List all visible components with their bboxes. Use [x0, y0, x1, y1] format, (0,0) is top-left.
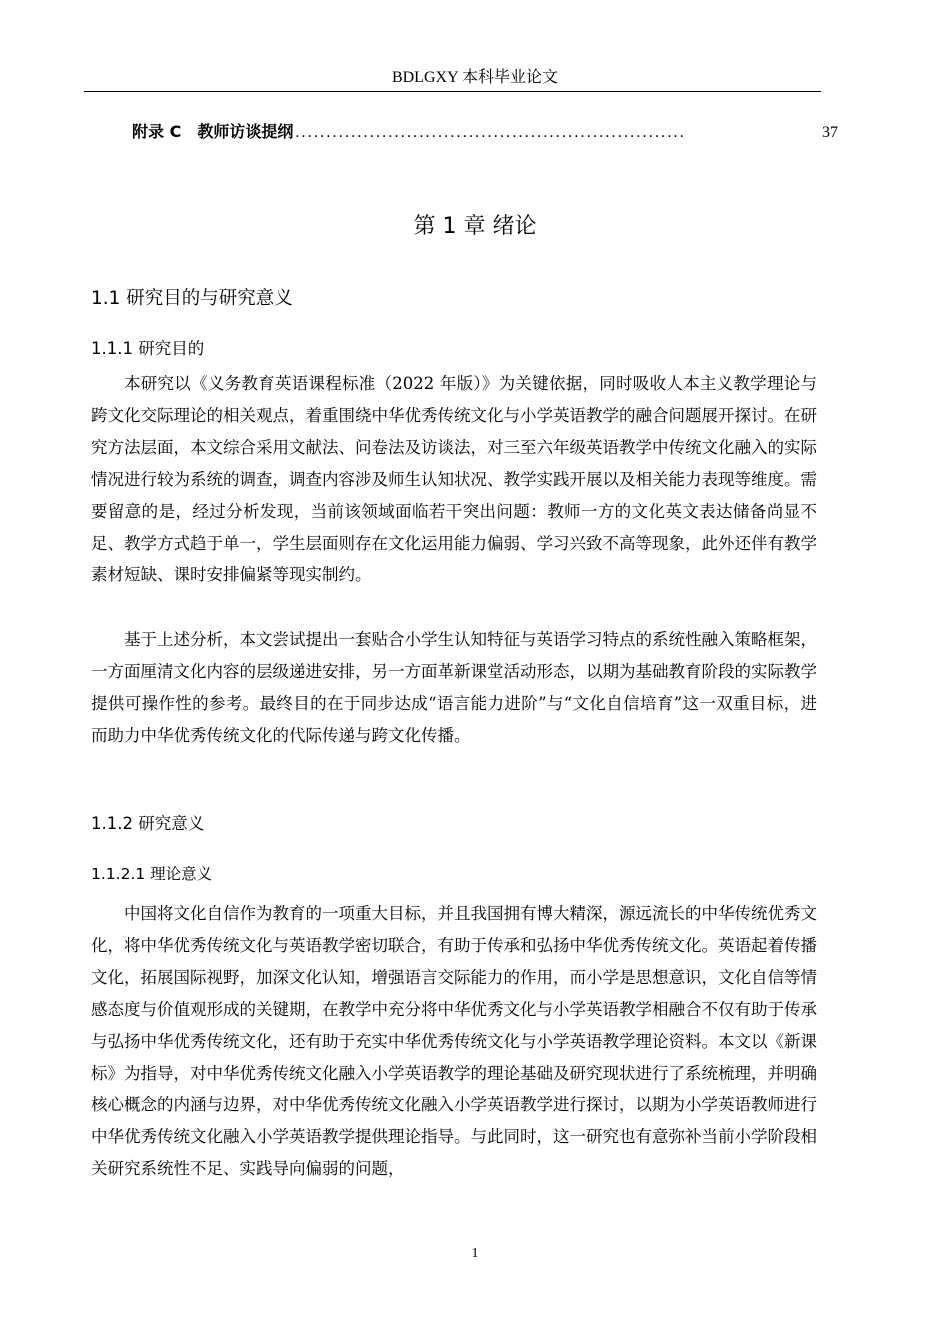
page-number: 1: [471, 1246, 479, 1261]
section-heading-1-1-2: 1.1.2 研究意义: [91, 814, 205, 833]
paragraph-theoretical-significance: 中国将文化自信作为教育的一项重大目标，并且我国拥有博大精深，源远流长的中华传统优秀文化，将中华优秀传统文化与英语教学密切联合，有助于传承和弘扬中华优秀传统文化。英语起着传播文化，拓展国际视野，加深文化认知，增强语言交际能力的作用，而小学是思想意识，文化自信等情感态度与价值观形成的关键期，在教学中充分将中华优秀文化与小学英语教学相融合不仅有助于传承与弘扬中华优秀传统文化，还有助于充实中华优秀传统文化与小学英语教学理论资料。本文以《新课标》为指导，对中华优秀传统文化融入小学英语教学的理论基础及研究现状进行了系统梳理，并明确核心概念的内涵与边界，对中华优秀传统文化融入小学英语教学进行探讨，以期为小学英语教师进行中华优秀传统文化融入小学英语教学提供理论指导。与此同时，这一研究也有意弥补当前小学阶段相关研究系统性不足、实践导向偏弱的问题，: [91, 904, 817, 1179]
toc-entry-label-group: [132, 120, 293, 144]
section-heading-1-1-2-1: 1.1.2.1 理论意义: [91, 865, 213, 883]
running-header: BDLGXY 本科毕业论文: [391, 69, 559, 86]
section-heading-1-1: 1.1 研究目的与研究意义: [91, 288, 293, 309]
section-heading-1-1-1: 1.1.1 研究目的: [91, 339, 205, 358]
toc-entry-title: 教师访谈提纲: [197, 122, 294, 141]
chapter-title: 第 1 章 绪论: [413, 214, 537, 239]
toc-entry-page: 37: [822, 124, 838, 141]
paragraph-research-purpose-2: 基于上述分析，本文尝试提出一套贴合小学生认知特征与英语学习特点的系统性融入策略框架，一方面厘清文化内容的层级递进安排，另一方面革新课堂活动形态，以期为基础教育阶段的实际教学提供可操作性的参考。最终目的在于同步达成“语言能力进阶”与“文化自信培育”这一双重目标，进而助力中华优秀传统文化的代际传递与跨文化传播。: [91, 630, 817, 745]
paragraph-research-purpose-1: 本研究以《义务教育英语课程标准（2022 年版）》为关键依据，同时吸收人本主义教学理论与跨文化交际理论的相关观点，着重围绕中华优秀传统文化与小学英语教学的融合问题展开探讨。在研究方法层面，本文综合采用文献法、问卷法及访谈法，对三至六年级英语教学中传统文化融入的实际情况进行较为系统的调查，调查内容涉及师生认知状况、教学实践开展以及相关能力表现等维度。需要留意的是，经过分析发现，当前该领域面临若干突出问题：教师一方的文化英文表达储备尚显不足、教学方式趋于单一，学生层面则存在文化运用能力偏弱、学习兴致不高等现象，此外还伴有教学素材短缺、课时安排偏紧等现实制约。: [91, 374, 817, 585]
header-rule: [84, 91, 821, 92]
toc-leader-dots: ...............................................................: [295, 124, 686, 141]
toc-entry-label: 附录 C: [132, 122, 182, 141]
toc-entry-appendix-c[interactable]: [132, 120, 838, 144]
